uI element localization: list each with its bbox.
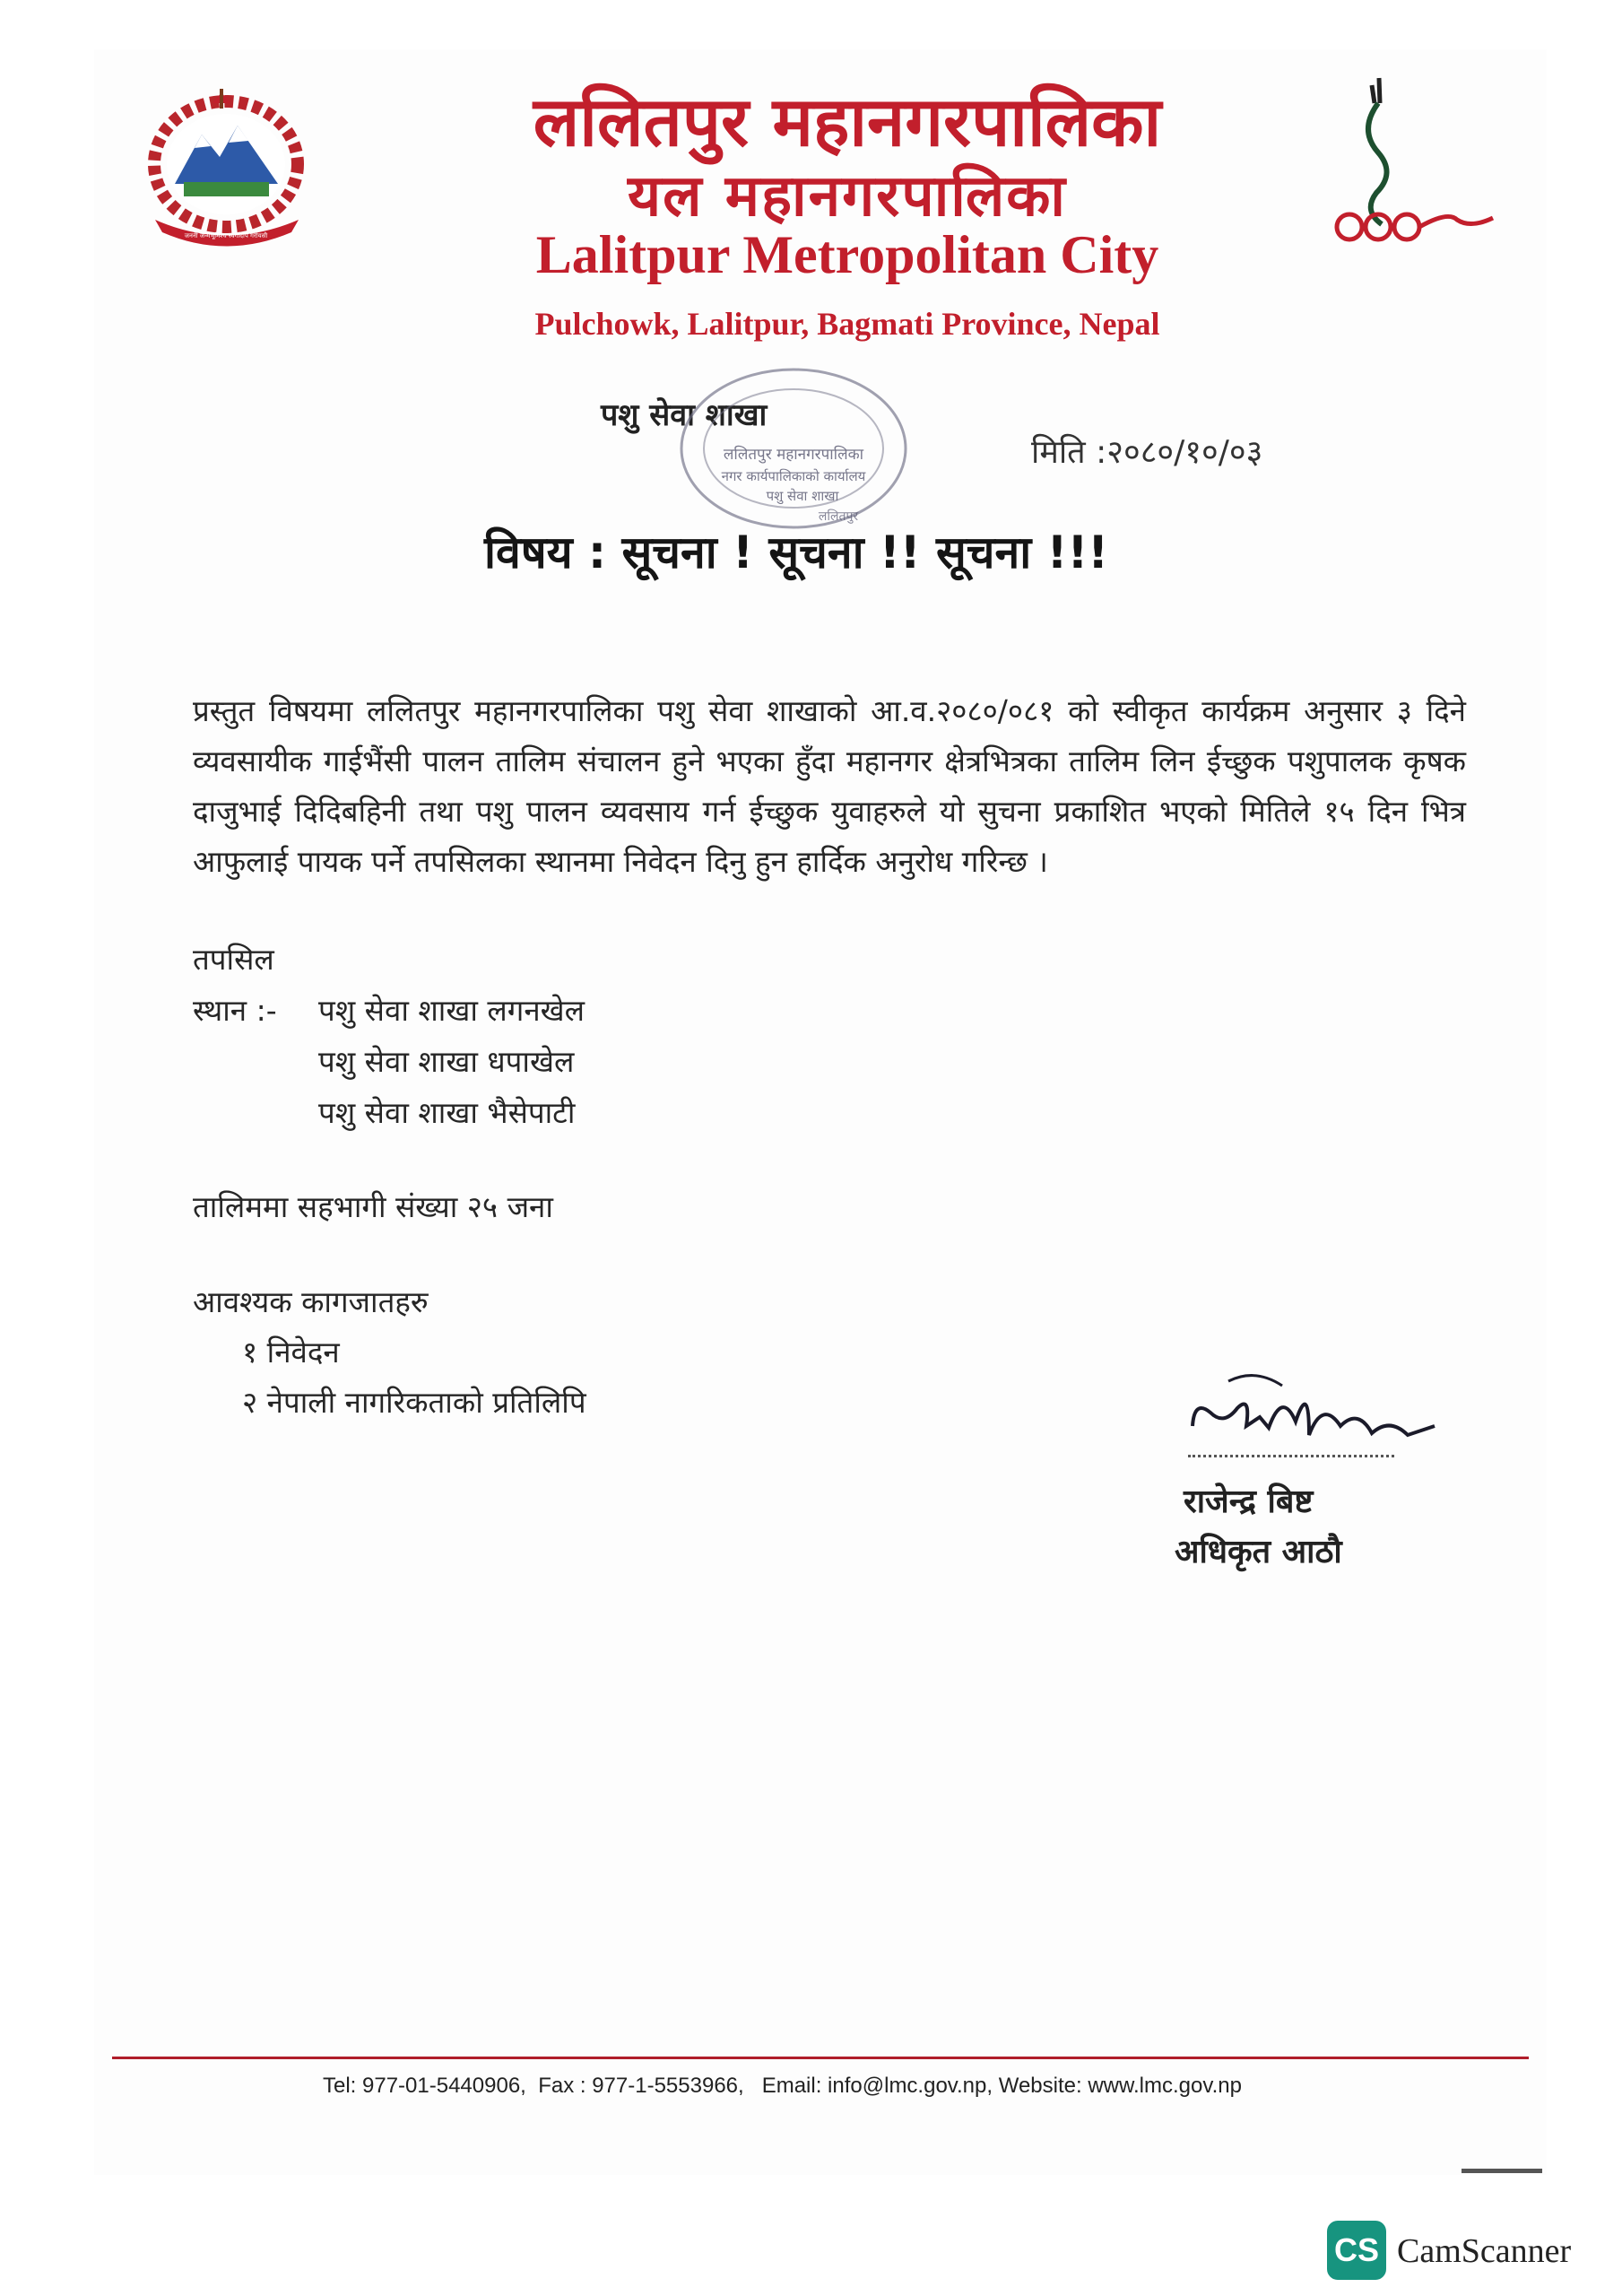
stamp-line4: ललितपुर [818,509,859,524]
footer-fax: Fax : 977-1-5553966, [538,2074,744,2098]
location-item: पशु सेवा शाखा धपाखेल [318,1044,575,1079]
location-item: पशु सेवा शाखा भैसेपाटी [318,1095,576,1130]
shree-symbol-icon [1323,67,1502,256]
stamp-line1: ललितपुर महानगरपालिका [723,446,864,464]
signatory-title: अधिकृत आठौ [1175,1534,1342,1570]
body-paragraph: प्रस्तुत विषयमा ललितपुर महानगरपालिका पशु सेवा शाखाको आ.व.२०८०/०८१ को स्वीकृत कार्यक्रम अनुसार ३ दिने व्यवसायीक गाईभैंसी पालन तालिम संचालन हुने भएका हुँदा महानगर क्षेत्रभित्रका तालिम लिन ईच्छुक पशुपालक कृषक दाजुभाई दिदिबहिनी तथा पशु पालन व्यवसाय गर्न ईच्छुक युवाहरुले यो सुचना प्रकाशित भएको मितिले १५ दिन भित्र आफुलाई पायक पर्ने तपसिलका स्थानमा निवेदन दिनु हुन हार्दिक अनुरोध गरिन्छ । [193,693,1466,879]
document-item: २ नेपाली नागरिकताको प्रतिलिपि [242,1385,586,1420]
footer-website: Website: www.lmc.gov.np [998,2074,1242,2098]
scan-artifact [1462,2169,1542,2173]
camscanner-logo-icon: CS [1327,2221,1386,2280]
stamp-line2: नगर कार्यपालिकाको कार्यालय [721,468,866,484]
signatory-name: राजेन्द्र बिष्ट [1184,1483,1314,1520]
footer-email: Email: info@lmc.gov.np, [761,2074,993,2098]
letter-subject: विषय : सूचना ! सूचना !! सूचना !!! [484,526,1109,578]
footer-divider [112,2057,1529,2059]
footer-contact [323,2074,1242,2099]
location-item: पशु सेवा शाखा लगनखेल [318,993,585,1028]
stamp-line3: पशु सेवा शाखा [766,488,839,504]
tapasil-label: तपसिल [193,942,274,977]
location-label: स्थान :- [193,993,277,1028]
header-address: Pulchowk, Lalitpur, Bagmati Province, Nepal [534,306,1160,342]
section-name: पशु सेवा शाखा [601,397,768,433]
signature-line [1188,1455,1394,1457]
footer-tel: Tel: 977-01-5440906, [323,2074,526,2098]
office-stamp [668,359,919,538]
camscanner-watermark: CamScanner [1397,2232,1572,2270]
header-name-newari: यल महानगरपालिका [628,163,1067,230]
document-item: १ निवेदन [242,1335,340,1370]
header-name-english: Lalitpur Metropolitan City [535,225,1159,284]
emblem-banner-text: जननी जन्मभूमिश्च स्वर्गादपि गरीयसी [184,232,268,239]
nepal-emblem-icon [130,85,323,247]
signature-image [1175,1363,1453,1462]
letter-date: मिति :२०८०/१०/०३ [1031,434,1263,471]
documents-label: आवश्यक कागजातहरु [193,1284,429,1319]
header-name-nepali: ललितपुर महानगरपालिका [533,82,1162,161]
participants-count: तालिममा सहभागी संख्या २५ जना [193,1189,553,1224]
